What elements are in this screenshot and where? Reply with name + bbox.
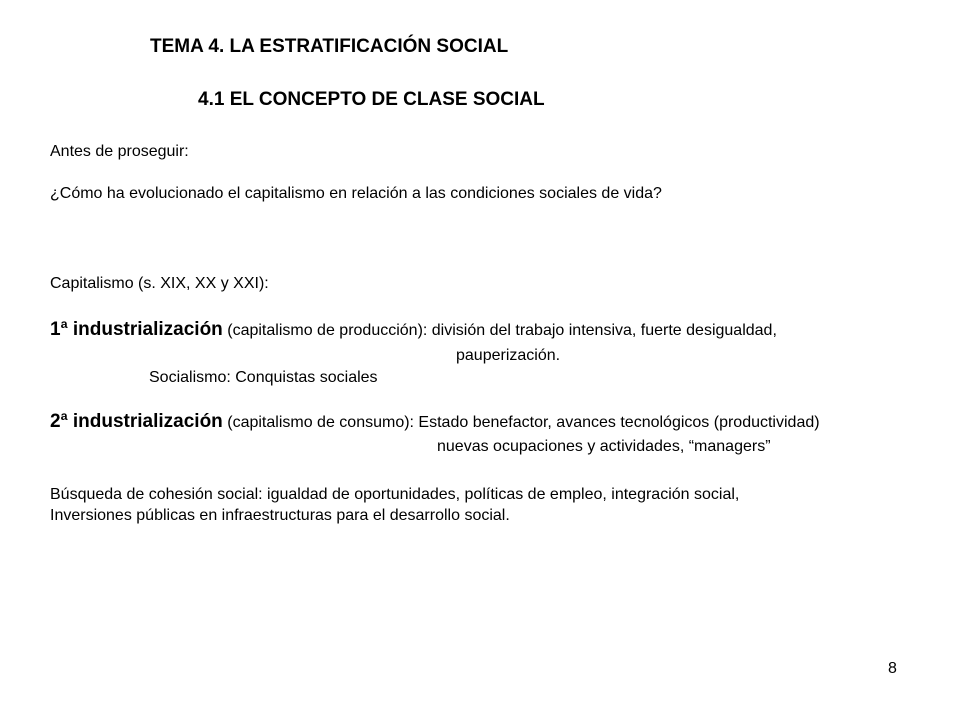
slide-title: TEMA 4. LA ESTRATIFICACIÓN SOCIAL bbox=[150, 36, 509, 57]
page-number: 8 bbox=[888, 660, 897, 677]
capitalism-heading: Capitalismo (s. XIX, XX y XXI): bbox=[50, 275, 269, 292]
second-industrialization-continuation: nuevas ocupaciones y actividades, “managers” bbox=[437, 438, 771, 455]
socialism-note: Socialismo: Conquistas sociales bbox=[149, 369, 378, 386]
question-text: ¿Cómo ha evolucionado el capitalismo en relación a las condiciones sociales de vida? bbox=[50, 185, 662, 202]
second-industrialization-line bbox=[50, 411, 820, 433]
slide-subtitle: 4.1 EL CONCEPTO DE CLASE SOCIAL bbox=[198, 89, 545, 110]
first-industrialization-text: (capitalismo de producción): división del trabajo intensiva, fuerte desigualdad, bbox=[222, 322, 777, 339]
intro-label: Antes de proseguir: bbox=[50, 143, 189, 160]
first-industrialization-line bbox=[50, 319, 777, 341]
second-industrialization-text: (capitalismo de consumo): Estado benefactor, avances tecnológicos (productividad) bbox=[222, 414, 820, 431]
second-industrialization-label: 2ª industrialización bbox=[50, 411, 223, 432]
cohesion-line-2: Inversiones públicas en infraestructuras para el desarrollo social. bbox=[50, 507, 510, 524]
first-industrialization-label: 1ª industrialización bbox=[50, 319, 223, 340]
cohesion-line-1: Búsqueda de cohesión social: igualdad de oportunidades, políticas de empleo, integración social, bbox=[50, 486, 740, 503]
first-industrialization-continuation: pauperización. bbox=[456, 347, 561, 364]
